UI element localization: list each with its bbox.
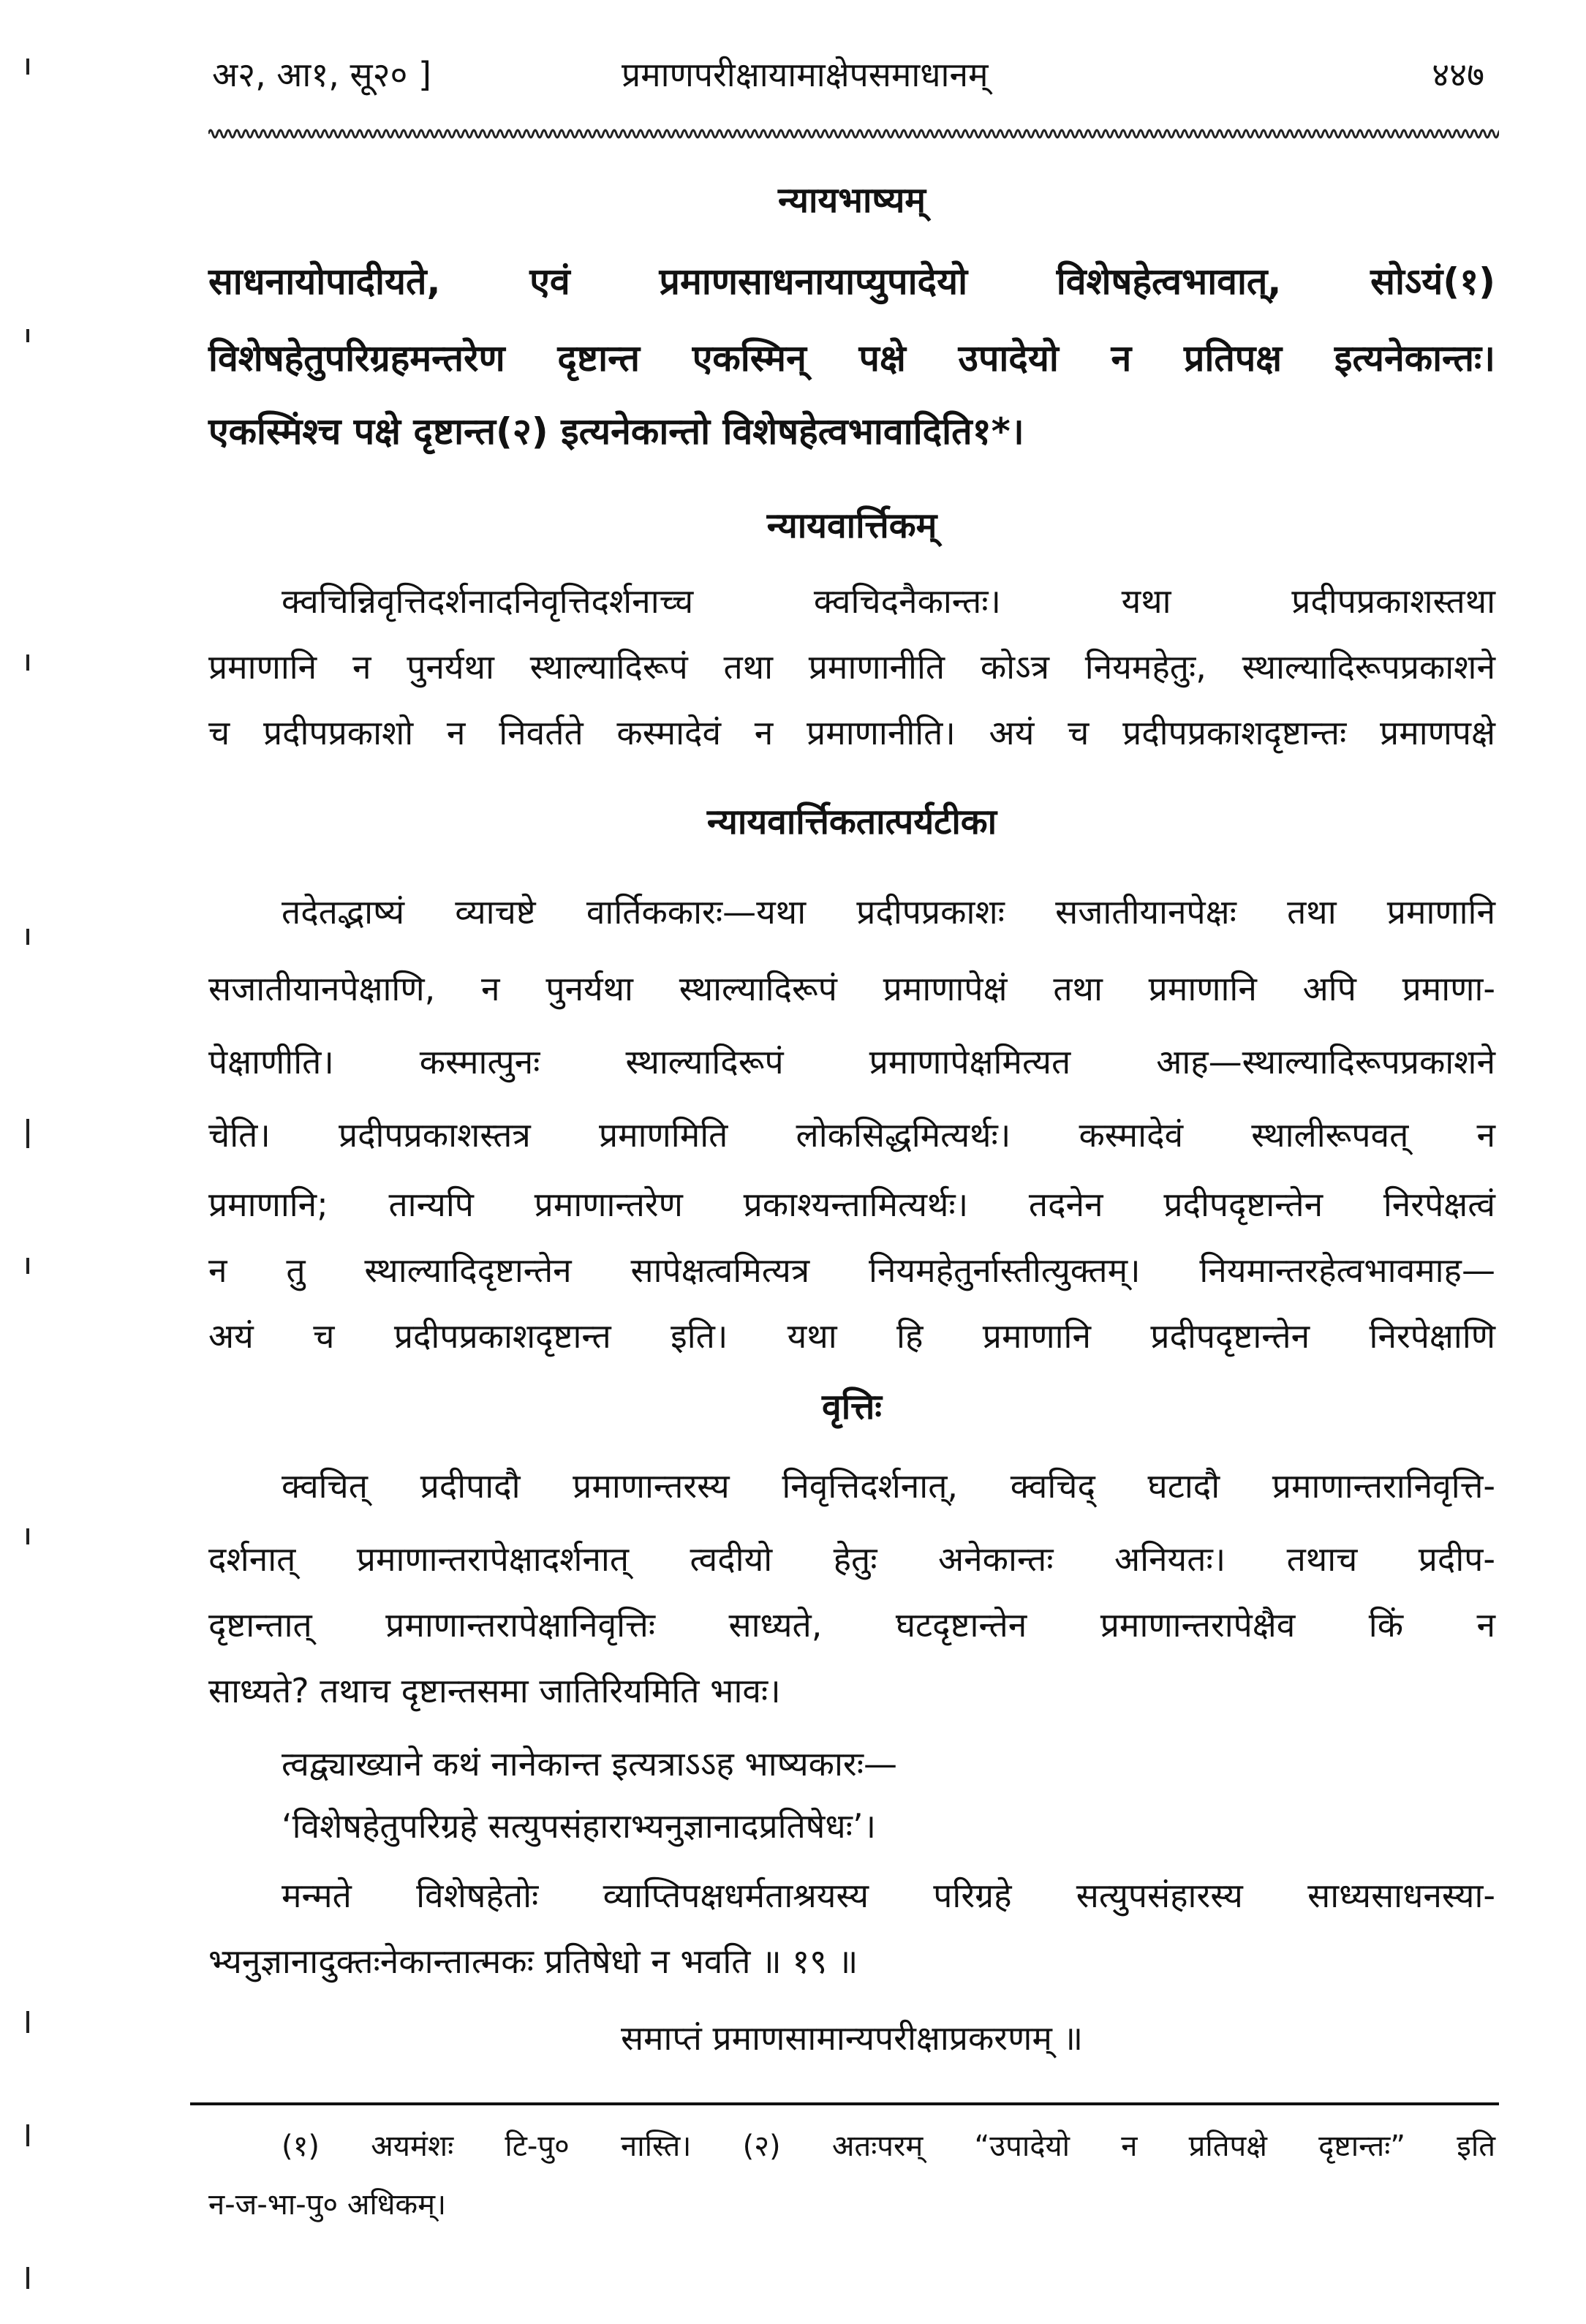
section-heading-tatparyatika: न्यायवार्त्तिकतात्पर्यटीका [706,801,997,842]
tika-line: प्रमाणानि; तान्यपि प्रमाणान्तरेण प्रकाश्यन्तामित्यर्थः। तदनेन प्रदीपदृष्टान्तेन निरपेक्षत्वं [208,1185,1495,1224]
scan-margin-mark [26,2011,29,2033]
header-wavy-rule [208,123,1499,145]
varttika-line: प्रमाणानि न पुनर्यथा स्थाल्यादिरूपं तथा प्रमाणानीति कोऽत्र नियमहेतुः, स्थाल्यादिरूपप्रकाशने [208,647,1495,687]
tika-line: सजातीयानपेक्षाणि, न पुनर्यथा स्थाल्यादिरूपं प्रमाणापेक्षं तथा प्रमाणानि अपि प्रमाणा- [208,969,1495,1008]
scan-margin-mark [26,929,29,945]
vritti-line: क्वचित् प्रदीपादौ प्रमाणान्तरस्य निवृत्तिदर्शनात्, क्वचिद् घटादौ प्रमाणान्तरानिवृत्ति- [282,1466,1495,1506]
scan-margin-mark [26,1258,29,1274]
scan-margin-mark [26,59,29,75]
scan-margin-mark [26,654,29,671]
scan-margin-mark [26,2267,29,2289]
chapter-closing: समाप्तं प्रमाणसामान्यपरीक्षाप्रकरणम् ॥ [620,2018,1084,2058]
header-title: प्रमाणपरीक्षायामाक्षेपसमाधानम् [622,55,989,94]
tika-line: चेति। प्रदीपप्रकाशस्तत्र प्रमाणमिति लोकसिद्धमित्यर्थः। कस्मादेवं स्थालीरूपवत् न [208,1115,1495,1155]
header-reference: अ२, आ१, सू२० ] [212,55,431,94]
varttika-line: च प्रदीपप्रकाशो न निवर्तते कस्मादेवं न प्रमाणानीति। अयं च प्रदीपप्रकाशदृष्टान्तः प्रमाणपक्षे [208,713,1495,752]
scan-margin-mark [26,1528,29,1544]
vritti-line: साध्यते? तथाच दृष्टान्तसमा जातिरियमिति भावः। [208,1671,781,1710]
page-number: ४४७ [1432,55,1484,94]
bhashya-line: साधनायोपादीयते, एवं प्रमाणसाधनायाप्युपादेयो विशेषहेत्वभावात्, सोऽयं(१) [208,260,1495,303]
tika-line: अयं च प्रदीपप्रकाशदृष्टान्त इति। यथा हि प्रमाणानि प्रदीपदृष्टान्तेन निरपेक्षाणि [208,1316,1495,1356]
vritti-line: दर्शनात् प्रमाणान्तरापेक्षादर्शनात् त्वदीयो हेतुः अनेकान्तः अनियतः। तथाच प्रदीप- [208,1539,1495,1579]
vritti-line: भ्यनुज्ञानादुक्तःनेकान्तात्मकः प्रतिषेधो न भवति ॥ १९ ॥ [208,1942,858,1981]
footnote-line: न-ज-भा-पु० अधिकम्। [208,2188,447,2222]
vritti-line: दृष्टान्तात् प्रमाणान्तरापेक्षानिवृत्तिः साध्यते, घटदृष्टान्तेन प्रमाणान्तरापेक्षैव किं न [208,1605,1495,1645]
bhashya-line: विशेषहेतुपरिग्रहमन्तरेण दृष्टान्त एकस्मिन् पक्षे उपादेयो न प्रतिपक्ष इत्यनेकान्तः। [208,337,1495,380]
scan-margin-mark [26,329,29,342]
section-heading-nyayabhashya: न्यायभाष्यम् [777,180,926,221]
varttika-line: क्वचिन्निवृत्तिदर्शनादनिवृत्तिदर्शनाच्च क्वचिदनैकान्तः। यथा प्रदीपप्रकाशस्तथा [282,581,1495,621]
scan-margin-mark [26,2124,29,2146]
running-header [212,51,1499,102]
scan-margin-mark [26,1119,29,1148]
footnote-line: (१) अयमंशः टि-पु० नास्ति। (२) अतःपरम् “उपादेयो न प्रतिपक्षे दृष्टान्तः” इति [282,2129,1495,2163]
tika-line: तदेतद्भाष्यं व्याचष्टे वार्तिककारः—यथा प्रदीपप्रकाशः सजातीयानपेक्षः तथा प्रमाणानि [282,892,1495,932]
bhashya-line: एकस्मिंश्च पक्षे दृष्टान्त(२) इत्यनेकान्तो विशेषहेत्वभावादिति१*। [208,410,1024,453]
section-heading-nyayavarttika: न्यायवार्त्तिकम् [766,505,937,546]
sutra-quote: ‘विशेषहेतुपरिग्रहे सत्युपसंहाराभ्यनुज्ञानादप्रतिषेधः’। [282,1806,877,1846]
vritti-line: त्वद्व्याख्याने कथं नानेकान्त इत्यत्राऽऽह भाष्यकारः— [282,1744,898,1784]
tika-line: पेक्षाणीति। कस्मात्पुनः स्थाल्यादिरूपं प्रमाणापेक्षमित्यत आह—स्थाल्यादिरूपप्रकाशने [208,1042,1495,1082]
tika-line: न तु स्थाल्यादिदृष्टान्तेन सापेक्षत्वमित्यत्र नियमहेतुर्नास्तीत्युक्तम्। नियमान्तरहेत्वभावमाह— [208,1250,1495,1290]
section-heading-vritti: वृत्तिः [822,1387,882,1427]
footnote-rule [190,2102,1499,2105]
vritti-line: मन्मते विशेषहेतोः व्याप्तिपक्षधर्मताश्रयस्य परिग्रहे सत्युपसंहारस्य साध्यसाधनस्या- [282,1876,1495,1915]
